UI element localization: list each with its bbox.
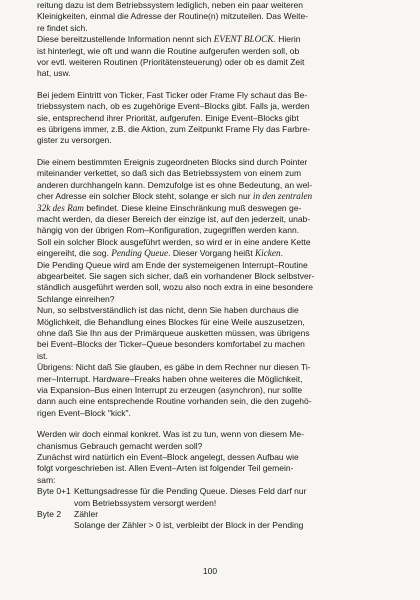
text-run: Die einem bestimmten Ereignis zugeordneten Blocks sind durch Pointer miteinander verkettet, so daß sich das Betriebssystem von einem zum anderen durchhangeln kann. Demzufolge ist es ohne Bedeutung, an wel- cher Adresse ein solcher Block steht, solange er sich nur [37,156,313,202]
term-pending-queue: Pending Queue [111,248,169,259]
paragraph-ticker: Bei jedem Eintritt von Ticker, Fast Ticker oder Frame Fly schaut das Be- triebssystem nach, ob es zugehörige Event–Blocks gibt. Falls ja, werden sie, entsprechend ihrer Priorität, aufgerufen. Einige Event–Blocks gibt es übrigens immer, z.B. die Aktion, zum Zeitpunkt Frame Fly das Farbre- gister zu versorgen. [37,89,311,146]
paragraph-spacer [37,147,392,157]
paragraph-continuation: reitung dazu ist dem Betriebssystem lediglich, neben ein paar weiteren Kleinigkeiten, einmal die Adresse der Routine(n) mitzuteilen. Das Weite- re findet sich. [37,0,309,33]
text-run: . [280,248,283,259]
text-run: . Dieser Vorgang heißt [168,248,256,259]
text-run: . Hierin ist hinterlegt, wie oft und wann die Routine aufgerufen werden soll, ob vor evtl. weiteren Routinen (Prioritätensteuerung) oder ob es damit Zeit hat, usw. [37,34,305,79]
page-number: 100 [202,566,218,576]
byte-description: Kettungsadresse für die Pending Queue. Dieses Feld darf nur vom Betriebssystem versorgt werden! [74,486,307,508]
paragraph-pointer-chain [37,157,392,260]
paragraph-concrete: Werden wir doch einmal konkret. Was ist zu tun, wenn von diesem Me- chanismus Gebrauch gemacht werden soll? Zunächst wird natürlich ein Event–Block angelegt, dessen Aufbau wie folgt vorgeschrieben ist. Allen Event–Arten ist folgender Teil gemein- sam: [37,429,304,485]
text-column [37,0,392,532]
byte-term: Byte 0+1 [37,486,71,497]
byte-definition-row [37,486,392,509]
term-central-ram: in den zentralen 32k des Ram [37,191,313,213]
text-run: befindet. Diese kleine Einschränkung muß deswegen ge- macht werden, da dieser Bereich der einzige ist, auf den jederzeit, unab- hängig von der übrigen Rom–Konfiguration, zugegriffen werden kann. Soll ein solcher Block ausgeführt werden, so wird er in eine andere Kette eingereiht, die sog. [37,202,311,259]
paragraph-spacer [37,80,392,90]
byte-definition-row [37,509,392,532]
term-event-block: EVENT BLOCK [213,34,274,45]
byte-term: Byte 2 [37,509,62,520]
byte-description: Zähler Solange der Zähler > 0 ist, verbleibt der Block in der Pending [74,509,304,531]
text-run: Diese bereitzustellende Information nennt sich [37,34,214,45]
paragraph-spacer [37,419,392,429]
term-kicken: Kicken [255,248,281,259]
paragraph-suspend: Nun, so selbstverständlich ist das nicht, denn Sie haben durchaus die Möglichkeit, die Behandlung eines Blockes für eine Weile auszusetzen, ohne daß Sie Ihn aus der Primärqueue ausketten müssen, was übrigens bei Event–Blocks der Ticker–Queue besonders komfortabel zu machen ist. [37,305,310,361]
paragraph-event-block [37,34,392,80]
paragraph-pending-queue: Die Pending Queue wird am Ende der systemeigenen Interrupt–Routine abgearbeitet. Sie sagen sich sicher, daß ein vorhandener Block selbstver- ständlich ausgeführt werden soll, wozu also noch extra in eine besondere Schlange einreihen? [37,259,315,304]
paragraph-hardware-interrupt: Übrigens: Nicht daß Sie glauben, es gäbe in dem Rechner nur diesen Ti- mer–Interrupt. Hardware–Freaks haben ohne weiteres die Möglichkeit, via Expansion–Bus einen Interrupt zu erzeugen (asynchron), nur sollte dann auch eine entsprechende Routine vorhanden sein, die den zugehö- rigen Event–Block "kick". [37,362,312,418]
